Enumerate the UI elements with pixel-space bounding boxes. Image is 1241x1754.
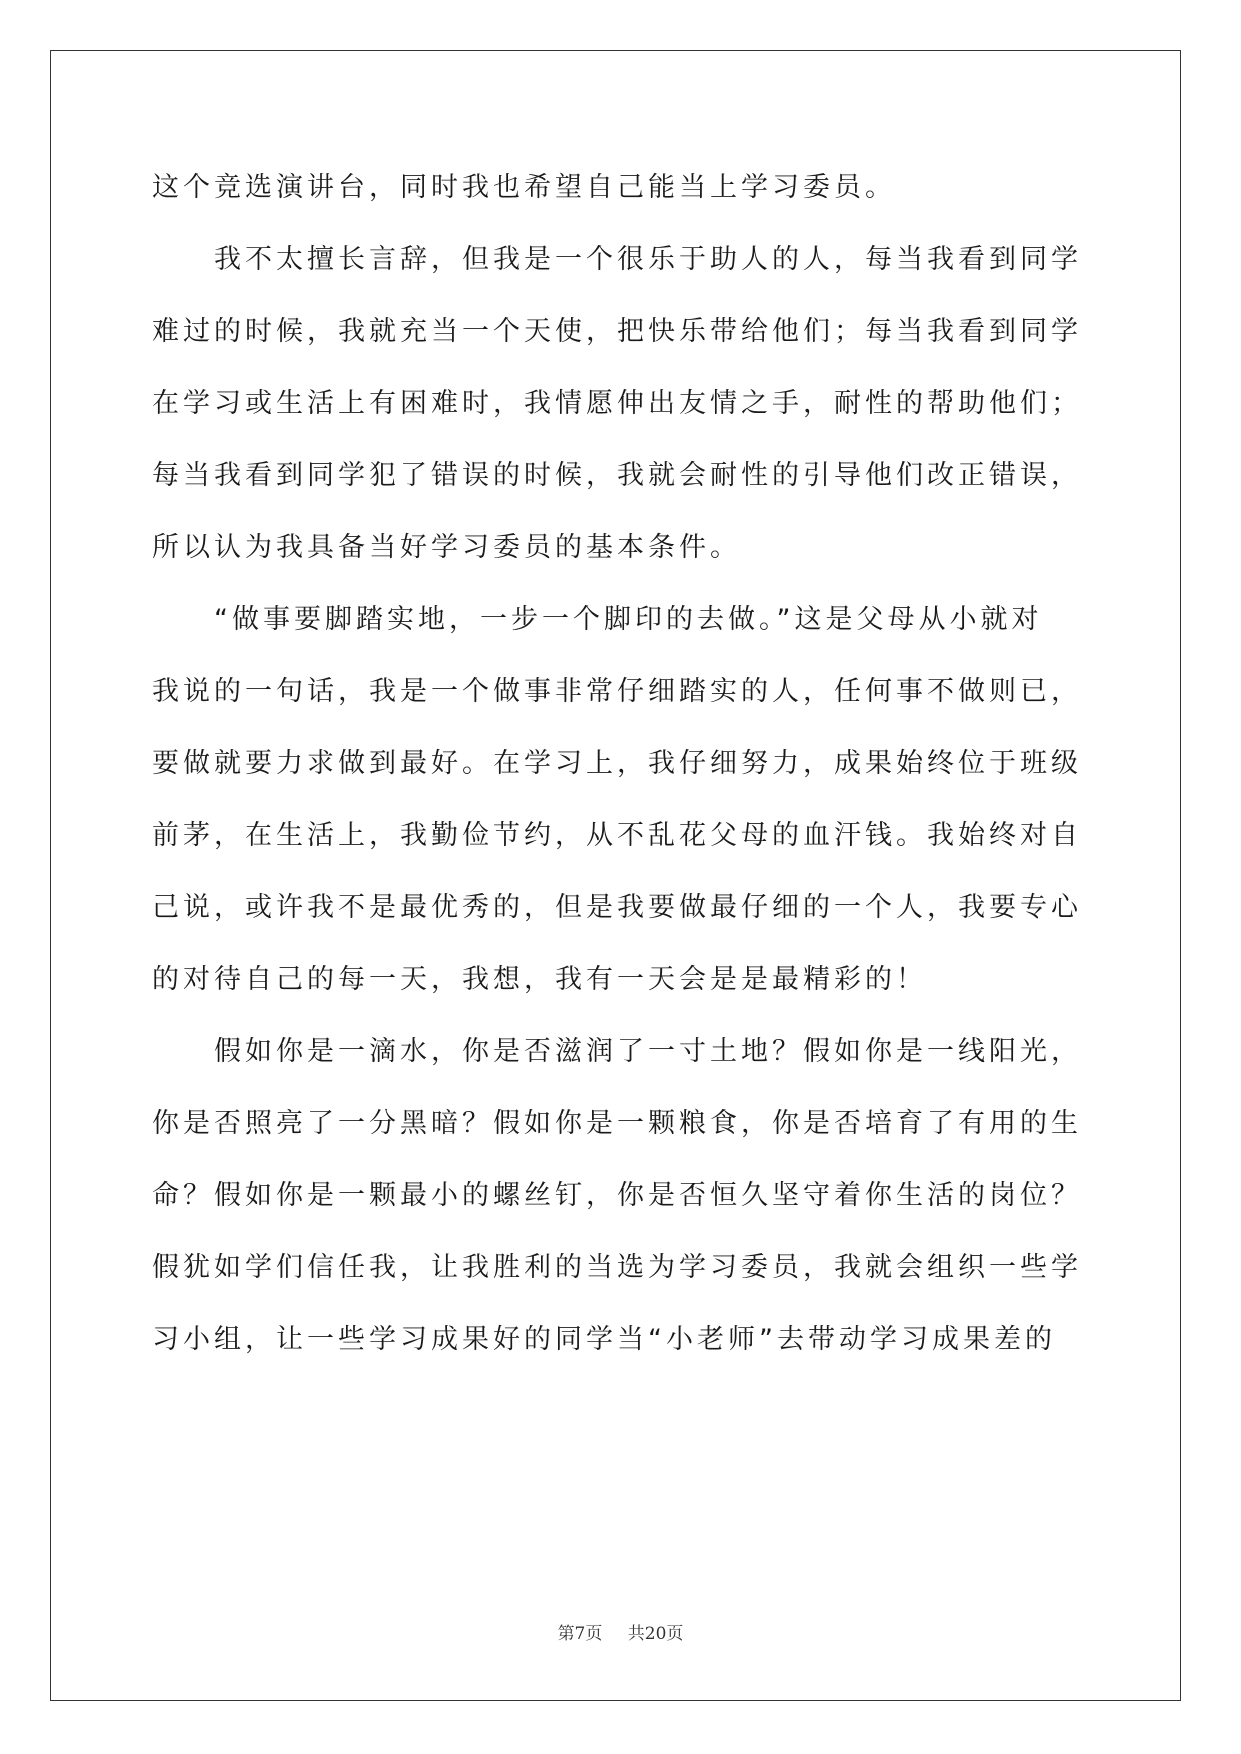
text-line: 假如你是一滴水，你是否滋润了一寸土地？假如你是一线阳光， (214, 1036, 1082, 1067)
text-line: 习小组，让一些学习成果好的同学当“小老师”去带动学习成果差的 (152, 1324, 1056, 1355)
text-line: 所以认为我具备当好学习委员的基本条件。 (152, 532, 741, 563)
page-footer (0, 1619, 1241, 1644)
text-line: “做事要脚踏实地，一步一个脚印的去做。”这是父母从小就对 (214, 604, 1043, 635)
text-line: 的对待自己的每一天，我想，我有一天会是是最精彩的！ (152, 964, 927, 995)
text-line: 这个竞选演讲台，同时我也希望自己能当上学习委员。 (152, 172, 896, 203)
text-line: 己说，或许我不是最优秀的，但是我要做最仔细的一个人，我要专心 (152, 892, 1082, 923)
text-line: 每当我看到同学犯了错误的时候，我就会耐性的引导他们改正错误， (152, 460, 1082, 491)
text-line: 我不太擅长言辞，但我是一个很乐于助人的人，每当我看到同学 (214, 244, 1082, 275)
text-line: 命？假如你是一颗最小的螺丝钉，你是否恒久坚守着你生活的岗位？ (152, 1180, 1082, 1211)
text-line: 要做就要力求做到最好。在学习上，我仔细努力，成果始终位于班级 (152, 748, 1082, 779)
text-line: 假犹如学们信任我，让我胜利的当选为学习委员，我就会组织一些学 (152, 1252, 1082, 1283)
text-line: 前茅，在生活上，我勤俭节约，从不乱花父母的血汗钱。我始终对自 (152, 820, 1082, 851)
page-total: 共20页 (627, 1624, 684, 1644)
text-line: 我说的一句话，我是一个做事非常仔细踏实的人，任何事不做则已， (152, 676, 1082, 707)
text-line: 在学习或生活上有困难时，我情愿伸出友情之手，耐性的帮助他们； (152, 388, 1082, 419)
text-line: 难过的时候，我就充当一个天使，把快乐带给他们；每当我看到同学 (152, 316, 1082, 347)
document-body (152, 152, 1092, 1376)
page-number: 第7页 (557, 1624, 603, 1644)
text-line: 你是否照亮了一分黑暗？假如你是一颗粮食，你是否培育了有用的生 (152, 1108, 1082, 1139)
